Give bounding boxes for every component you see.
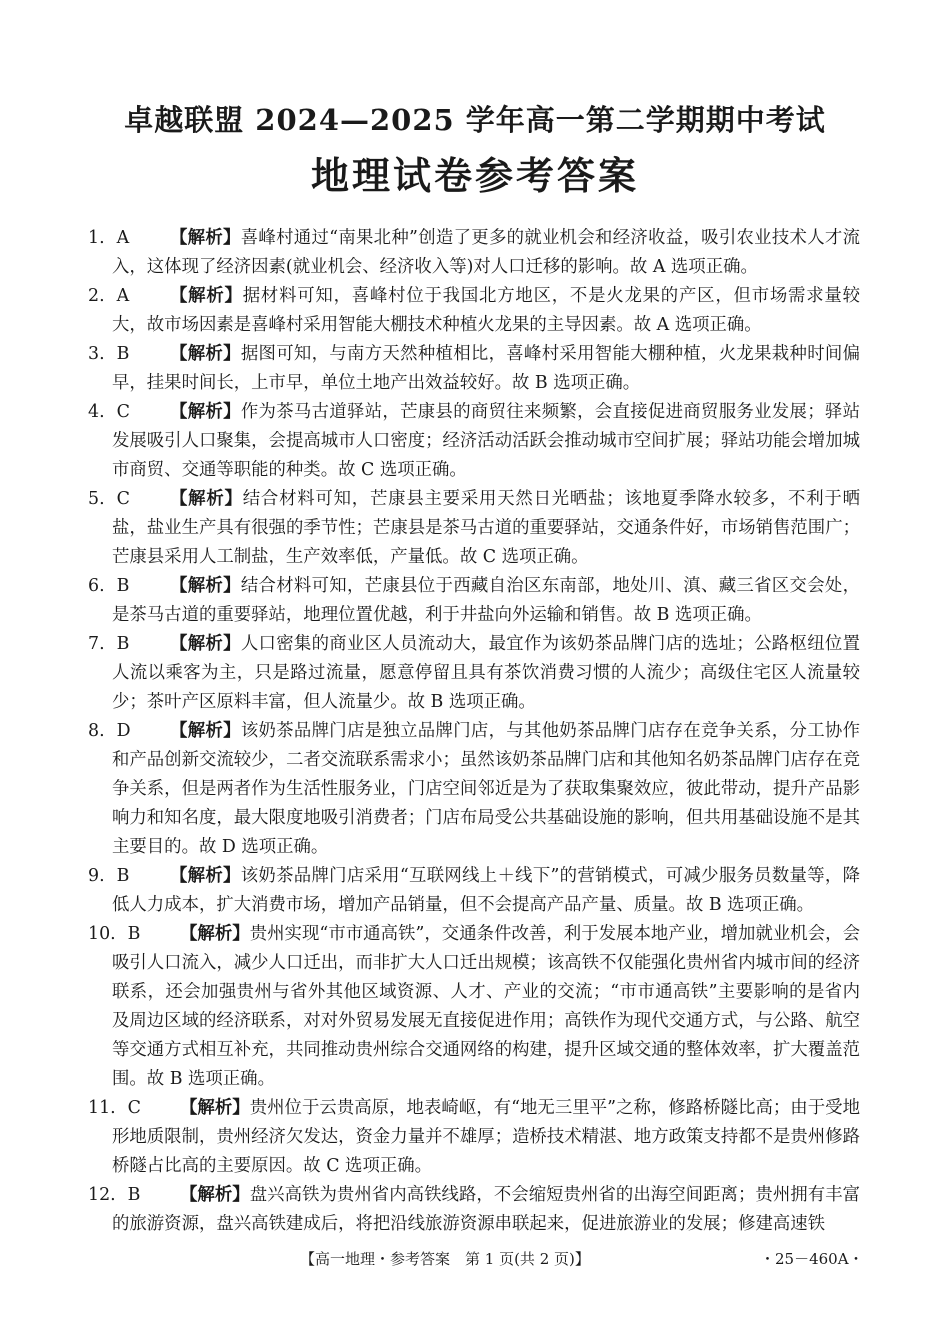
answer-item-1 — [88, 224, 860, 282]
item-number: 4. — [88, 402, 105, 422]
item-number: 7. — [88, 634, 105, 654]
item-answer: B — [116, 344, 130, 364]
answer-item-5 — [88, 485, 860, 572]
item-explanation: 贵州实现“市市通高铁”，交通条件改善，利于发展本地产业，增加就业机会，会吸引人口流入，减少人口迁出，而非扩大人口迁出规模；该高铁不仅能强化贵州省内城市间的经济联系，还会加强贵州与省外其他区域资源、人才、产业的交流；“市市通高铁”主要影响的是省内及周边区域的经济联系，对对外贸易发展无直接促进作用；高铁作为现代交通方式，与公路、航空等交通方式相互补充，共同推动贵州综合交通网络的构建，提升区域交通的整体效率，扩大覆盖范围。故 B 选项正确。 — [112, 924, 860, 1089]
item-explanation: 据图可知，与南方天然种植相比，喜峰村采用智能大棚种植，火龙果栽种时间偏早，挂果时间长，上市早，单位土地产出效益较好。故 B 选项正确。 — [112, 344, 860, 393]
analysis-tag: 【解析】 — [170, 576, 241, 596]
item-explanation: 人口密集的商业区人员流动大，最宜作为该奶茶品牌门店的选址；公路枢纽位置人流以乘客为主，只是路过流量，愿意停留且具有茶饮消费习惯的人流少；高级住宅区人流量较少；茶叶产区原料丰富，但人流量少。故 B 选项正确。 — [112, 634, 860, 712]
analysis-tag: 【解析】 — [170, 634, 241, 654]
item-answer: B — [116, 866, 130, 886]
item-number: 12. — [88, 1185, 116, 1205]
item-explanation: 结合材料可知，芒康县位于西藏自治区东南部，地处川、滇、藏三省区交会处，是茶马古道的重要驿站，地理位置优越，利于井盐向外运输和销售。故 B 选项正确。 — [112, 576, 860, 625]
footer-doc-code: ・25－460A・ — [760, 1250, 864, 1268]
analysis-tag: 【解析】 — [180, 924, 250, 944]
item-answer: B — [127, 1185, 141, 1205]
item-number: 6. — [88, 576, 105, 596]
item-number: 11. — [88, 1098, 116, 1118]
item-answer: A — [116, 228, 130, 248]
analysis-tag: 【解析】 — [170, 228, 241, 248]
answer-item-3 — [88, 340, 860, 398]
item-explanation: 该奶茶品牌门店采用“互联网线上＋线下”的营销模式，可减少服务员数量等，降低人力成本，扩大消费市场，增加产品销量，但不会提高产品产量、质量。故 B 选项正确。 — [112, 866, 860, 915]
answer-item-10 — [88, 920, 860, 1094]
footer-page-label: 【高一地理・参考答案 第 1 页(共 2 页)】 — [300, 1250, 590, 1268]
analysis-tag: 【解析】 — [180, 1098, 250, 1118]
analysis-tag: 【解析】 — [180, 1185, 250, 1205]
exam-title: 卓越联盟 2024—2025 学年高一第二学期期中考试 — [124, 103, 826, 137]
answer-item-6 — [88, 572, 860, 630]
item-answer: D — [116, 721, 131, 741]
item-explanation: 盘兴高铁为贵州省内高铁线路，不会缩短贵州省的出海空间距离；贵州拥有丰富的旅游资源，盘兴高铁建成后，将把沿线旅游资源串联起来，促进旅游业的发展；修建高速铁 — [112, 1185, 860, 1234]
analysis-tag: 【解析】 — [170, 344, 241, 364]
answer-item-4 — [88, 398, 860, 485]
item-number: 9. — [88, 866, 105, 886]
item-answer: B — [127, 924, 141, 944]
item-explanation: 喜峰村通过“南果北种”创造了更多的就业机会和经济收益，吸引农业技术人才流入，这体现了经济因素(就业机会、经济收入等)对人口迁移的影响。故 A 选项正确。 — [112, 228, 860, 277]
item-explanation: 结合材料可知，芒康县主要采用天然日光晒盐；该地夏季降水较多，不利于晒盐，盐业生产具有很强的季节性；芒康县是茶马古道的重要驿站，交通条件好，市场销售范围广；芒康县采用人工制盐，生产效率低，产量低。故 C 选项正确。 — [112, 489, 860, 567]
analysis-tag: 【解析】 — [170, 721, 241, 741]
item-number: 1. — [88, 228, 105, 248]
item-explanation: 据材料可知，喜峰村位于我国北方地区，不是火龙果的产区，但市场需求量较大，故市场因素是喜峰村采用智能大棚技术种植火龙果的主导因素。故 A 选项正确。 — [112, 286, 860, 335]
answer-item-11 — [88, 1094, 860, 1181]
answer-key-title: 地理试卷参考答案 — [310, 153, 639, 198]
item-answer: A — [116, 286, 130, 306]
analysis-tag: 【解析】 — [170, 489, 243, 509]
item-answer: C — [127, 1098, 141, 1118]
item-answer: B — [116, 634, 130, 654]
analysis-tag: 【解析】 — [170, 866, 241, 886]
answer-list — [88, 224, 860, 1239]
answer-item-7 — [88, 630, 860, 717]
item-explanation: 作为茶马古道驿站，芒康县的商贸往来频繁，会直接促进商贸服务业发展；驿站发展吸引人口聚集，会提高城市人口密度；经济活动活跃会推动城市空间扩展；驿站功能会增加城市商贸、交通等职能的种类。故 C 选项正确。 — [112, 402, 860, 480]
item-answer: C — [116, 402, 130, 422]
item-number: 8. — [88, 721, 105, 741]
item-explanation: 贵州位于云贵高原，地表崎岖，有“地无三里平”之称，修路桥隧比高；由于受地形地质限制，贵州经济欠发达，资金力量并不雄厚；造桥技术精湛、地方政策支持都不是贵州修路桥隧占比高的主要原因。故 C 选项正确。 — [112, 1098, 860, 1176]
item-answer: C — [116, 489, 130, 509]
analysis-tag: 【解析】 — [170, 402, 241, 422]
item-explanation: 该奶茶品牌门店是独立品牌门店，与其他奶茶品牌门店存在竞争关系，分工协作和产品创新交流较少，二者交流联系需求小；虽然该奶茶品牌门店和其他知名奶茶品牌门店存在竞争关系，但是两者作为生活性服务业，门店空间邻近是为了获取集聚效应，彼此带动，提升产品影响力和知名度，最大限度地吸引消费者；门店布局受公共基础设施的影响，但共用基础设施不是其主要目的。故 D 选项正确。 — [112, 721, 860, 857]
item-number: 5. — [88, 489, 105, 509]
answer-item-8 — [88, 717, 860, 862]
answer-item-2 — [88, 282, 860, 340]
item-answer: B — [116, 576, 130, 596]
analysis-tag: 【解析】 — [170, 286, 243, 306]
item-number: 2. — [88, 286, 105, 306]
answer-item-12 — [88, 1181, 860, 1239]
item-number: 3. — [88, 344, 105, 364]
item-number: 10. — [88, 924, 116, 944]
answer-item-9 — [88, 862, 860, 920]
